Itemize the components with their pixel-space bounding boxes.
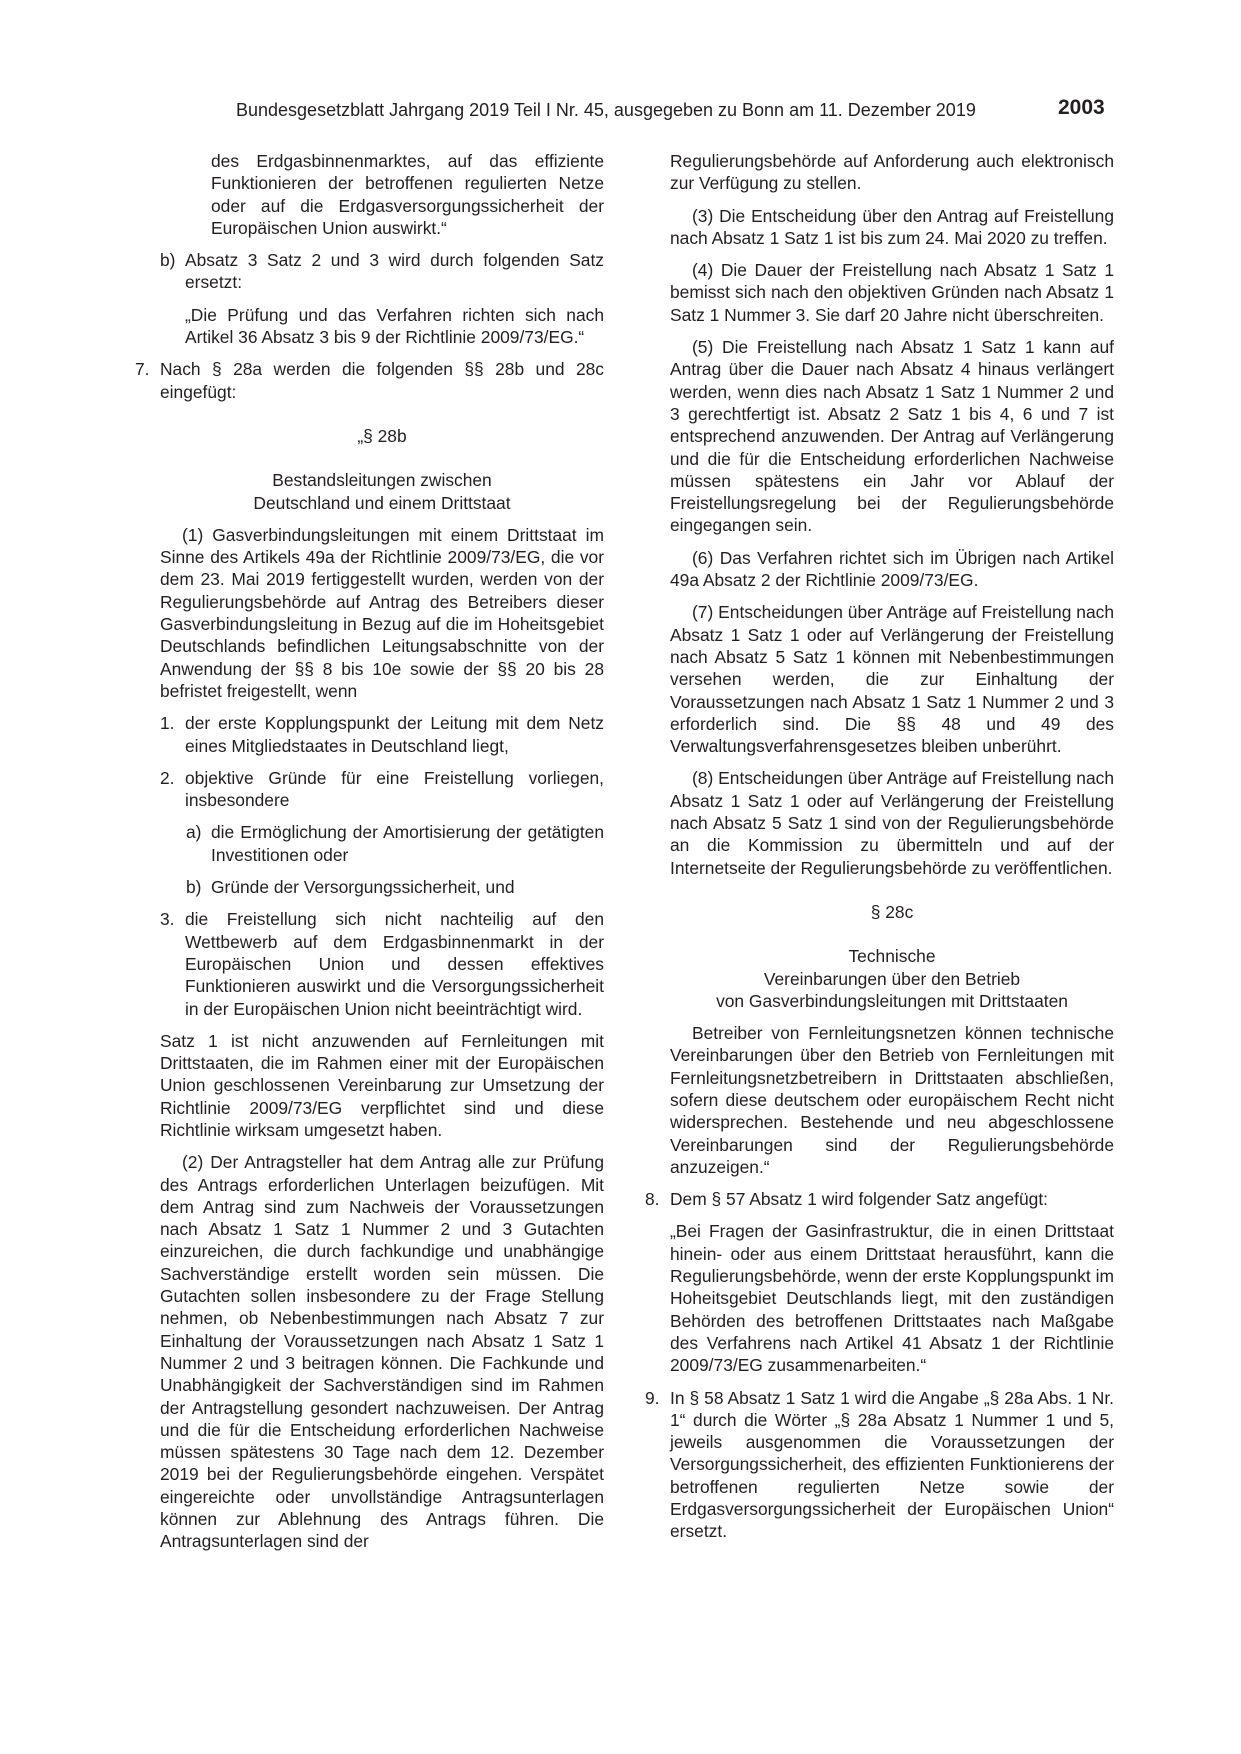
continued-paragraph: Regulierungsbehörde auf Anforderung auch elektronisch zur Verfügung zu stellen. (670, 151, 1114, 194)
page-number: 2003 (1058, 96, 1105, 119)
section-heading-line-1: Technische (848, 946, 936, 967)
paragraph-2: (2) Der Antragsteller hat dem Antrag alle zur Prüfung des Antrags erforderlichen Unterlagen beizufügen. Mit dem Antrag sind zum Nachweis der Voraussetzungen nach Absatz 1 Satz 1 Nummer 2 und 3 Gutachten einzureichen, die durch fachkundige und unabhängige Sachverständige erstellt worden sein müssen. Die Gutachten sollen insbesondere zu der Frage Stellung nehmen, ob Nebenbestimmungen nach Absatz 7 zur Einhaltung der Voraussetzungen nach Absatz 1 Satz 1 Nummer 2 und 3 beitragen können. Die Fachkunde und Unabhängigkeit der Sachverständigen sind im Rahmen der Antragstellung gesondert nachzuweisen. Der Antrag und die für die Entscheidung erforderlichen Nachweise müssen spätestens 30 Tage nach dem 12. Dezember 2019 bei der Regulierungsbehörde eingehen. Verspätet eingereichte oder unvollständige Antragsunterlagen können zur Ablehnung des Antrags führen. Die Antragsunterlagen sind der (160, 1152, 604, 1552)
item-text: objektive Gründe für eine Freistellung vorliegen, insbesondere (185, 767, 604, 811)
item-marker: 9. (645, 1387, 660, 1408)
sub-item-b (186, 876, 604, 898)
paragraph-5: (5) Die Freistellung nach Absatz 1 Satz 1 kann auf Antrag über die Dauer nach Absatz 4 hinaus verlängert werden, wenn dies nach Absatz 1 Satz 1 Nummer 2 und 3 gerechtfertigt ist. Absatz 2 Satz 1 bis 4, 6 und 7 ist entsprechend anzuwenden. Der Antrag auf Verlängerung und die für die Entscheidung erforderlichen Nachweise müssen spätestens ein Jahr vor Ablauf der Freistellungsregelung bei der Regulierungsbehörde eingegangen sein. (670, 337, 1114, 536)
item-text: In § 58 Absatz 1 Satz 1 wird die Angabe „§ 28a Abs. 1 Nr. 1“ durch die Wörter „§ 28a Absatz 1 Nummer 1 und 5, jeweils ausgenommen die Voraussetzungen der Versorgungssicherheit, des effizienten Funktionierens der betroffenen regulierten Netze sowie der Erdgasversorgungssicherheit der Europäischen Union“ ersetzt. (670, 1387, 1114, 1542)
quoted-sentence: „Bei Fragen der Gasinfrastruktur, die in einen Drittstaat hinein- oder aus einem Drittstaat herausführt, kann die Regulierungsbehörde, wenn der erste Kopplungspunkt im Hoheitsgebiet Deutschlands liegt, mit den zuständigen Behörden des betroffenen Drittstaates nach Maßgabe des Verfahrens nach Artikel 41 Absatz 1 der Richtlinie 2009/73/EG zusammenarbeiten.“ (670, 1221, 1114, 1376)
list-item-b (160, 249, 604, 294)
item-text: Gründe der Versorgungssicherheit, und (211, 877, 515, 898)
item-text: der erste Kopplungspunkt der Leitung mit dem Netz eines Mitgliedstaates in Deutschland liegt, (185, 713, 604, 756)
section-title: § 28c (870, 901, 914, 922)
item-marker: 7. (135, 359, 150, 380)
item-marker: 1. (160, 713, 175, 734)
list-item-9 (645, 1387, 1114, 1543)
section-heading-line-2: Deutschland und einem Drittstaat (253, 492, 511, 513)
item-marker: b) (186, 877, 202, 898)
item-text: Dem § 57 Absatz 1 wird folgender Satz angefügt: (670, 1189, 1048, 1210)
section-paragraph: Betreiber von Fernleitungsnetzen können technische Vereinbarungen über den Betrieb von Fernleitungen mit Fernleitungsnetzbetreibern in Drittstaaten abschließen, sofern diese deutschem oder europäischem Recht nicht widersprechen. Bestehende und neu abgeschlossene Vereinbarungen sind der Regulierungsbehörde anzuzeigen.“ (670, 1023, 1114, 1177)
item-marker: 2. (160, 767, 175, 788)
item-text: Nach § 28a werden die folgenden §§ 28b und 28c eingefügt: (160, 359, 604, 402)
paragraph-1: (1) Gasverbindungsleitungen mit einem Drittstaat im Sinne des Artikels 49a der Richtlinie 2009/73/EG, die vor dem 23. Mai 2019 fertiggestellt wurden, werden von der Regulierungsbehörde auf Antrag des Betreibers dieser Gasverbindungsleitung in Bezug auf die im Hoheitsgebiet Deutschlands befindlichen Leitungsabschnitte von der Anwendung der §§ 8 bis 10e sowie der §§ 20 bis 28 befristet freigestellt, wenn (160, 524, 604, 701)
paragraph-3: (3) Die Entscheidung über den Antrag auf Freistellung nach Absatz 1 Satz 1 ist bis zum 24. Mai 2020 zu treffen. (670, 205, 1114, 248)
item-text: die Ermöglichung der Amortisierung der getätigten Investitionen oder (211, 822, 604, 865)
section-heading-line-2: Vereinbarungen über den Betrieb (763, 968, 1021, 989)
header-title: Bundesgesetzblatt Jahrgang 2019 Teil I Nr. 45, ausgegeben zu Bonn am 11. Dezember 2019 (236, 100, 976, 120)
paragraph-6: (6) Das Verfahren richtet sich im Übrigen nach Artikel 49a Absatz 2 der Richtlinie 2009/73/EG. (670, 547, 1114, 591)
running-header (0, 96, 1241, 126)
list-item-7 (135, 358, 604, 403)
list-item-8 (645, 1188, 1114, 1210)
item-marker: b) (160, 250, 176, 271)
sub-item-a (186, 821, 604, 866)
section-title: „§ 28b (357, 425, 407, 446)
section-heading-line-1: Bestandsleitungen zwischen (272, 470, 492, 491)
exception-paragraph: Satz 1 ist nicht anzuwenden auf Fernleitungen mit Drittstaaten, die im Rahmen einer mit der Europäischen Union geschlossenen Vereinbarung zur Umsetzung der Richtlinie 2009/73/EG verpflichtet sind und diese Richtlinie wirksam umgesetzt haben. (160, 1030, 604, 1140)
section-heading-line-3: von Gasverbindungsleitungen mit Drittstaaten (716, 990, 1068, 1011)
continued-quote: des Erdgasbinnenmarktes, auf das effiziente Funktionieren der betroffenen regulierten Netze oder auf die Erdgasversorgungssicherheit der Europäischen Union auswirkt.“ (211, 151, 604, 238)
paragraph-4: (4) Die Dauer der Freistellung nach Absatz 1 Satz 1 bemisst sich nach den objektiven Gründen nach Absatz 1 Satz 1 Nummer 3. Sie darf 20 Jahre nicht überschreiten. (670, 260, 1114, 325)
numbered-item-3 (160, 908, 604, 1019)
numbered-item-2 (160, 767, 604, 812)
left-column (135, 150, 604, 1563)
right-column (645, 150, 1114, 1553)
item-marker: 8. (645, 1189, 660, 1210)
paragraph-7: (7) Entscheidungen über Anträge auf Freistellung nach Absatz 1 Satz 1 oder auf Verlängerung der Freistellung nach Absatz 5 Satz 1 können mit Nebenbestimmungen versehen werden, die zur Einhaltung der Voraussetzungen nach Absatz 1 Satz 1 Nummer 2 und 3 erforderlich sind. Die §§ 48 und 49 des Verwaltungsverfahrensgesetzes bleiben unberührt. (670, 602, 1114, 757)
numbered-item-1 (160, 712, 604, 757)
item-text: Absatz 3 Satz 2 und 3 wird durch folgenden Satz ersetzt: (185, 250, 604, 293)
item-marker: a) (186, 822, 202, 843)
quoted-sentence: „Die Prüfung und das Verfahren richten sich nach Artikel 36 Absatz 3 bis 9 der Richtlinie 2009/73/EG.“ (185, 304, 604, 348)
paragraph-8: (8) Entscheidungen über Anträge auf Freistellung nach Absatz 1 Satz 1 oder auf Verlängerung der Freistellung nach Absatz 5 Satz 1 sind von der Regulierungsbehörde an die Kommission zu übermitteln und auf der Internetseite der Regulierungsbehörde zu veröffentlichen. (670, 768, 1114, 878)
item-text: die Freistellung sich nicht nachteilig auf den Wettbewerb auf dem Erdgasbinnenmarkt in der Europäischen Union und dessen effektives Funktionieren auswirkt und die Versorgungssicherheit in der Europäischen Union nicht beeinträchtigt wird. (185, 909, 604, 1019)
item-marker: 3. (160, 909, 175, 930)
